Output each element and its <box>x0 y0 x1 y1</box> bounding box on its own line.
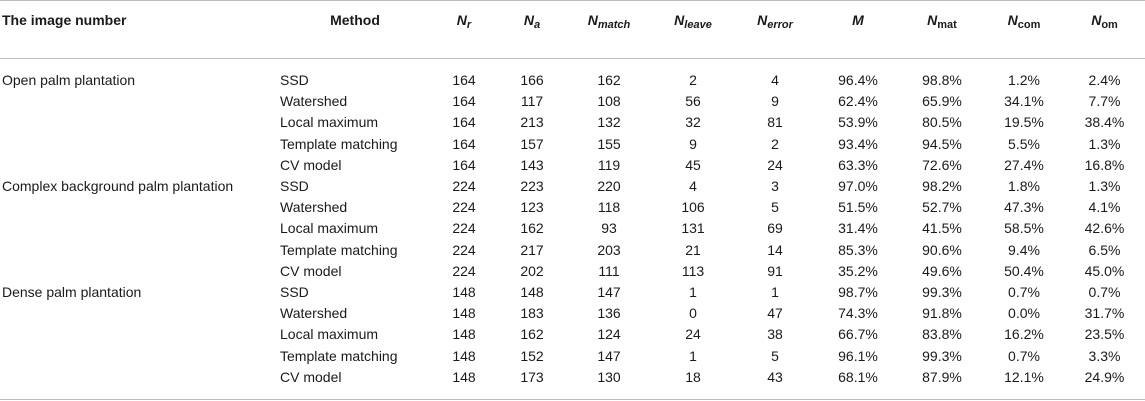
nmat-cell: 94.5% <box>922 135 962 152</box>
na-cell: 157 <box>520 135 544 152</box>
na-cell: 213 <box>520 114 544 131</box>
m-cell: 53.9% <box>838 114 878 131</box>
nerror-cell: 43 <box>767 368 783 385</box>
nom-cell: 6.5% <box>1088 241 1121 258</box>
nmat-cell: 52.7% <box>922 199 962 216</box>
table-row <box>0 134 1145 155</box>
table-row <box>0 176 1145 197</box>
method-cell: Local maximum <box>280 114 379 131</box>
nleave-cell: 18 <box>685 368 701 385</box>
nmatch-cell: 132 <box>597 114 621 131</box>
table-row <box>0 324 1145 345</box>
nr-cell: 224 <box>452 262 476 279</box>
nleave-cell: 1 <box>689 283 697 300</box>
header-nr: $N_r$ <box>456 12 472 31</box>
m-cell: 98.7% <box>838 283 878 300</box>
nom-cell: 42.6% <box>1084 220 1125 237</box>
header-nleave: $N_{leave}$ <box>674 12 712 31</box>
ncom-cell: 1.2% <box>1008 72 1040 89</box>
m-cell: 51.5% <box>838 199 878 216</box>
ncom-cell: 5.5% <box>1008 135 1040 152</box>
table-row <box>0 218 1145 239</box>
nr-cell: 224 <box>452 178 476 195</box>
header-ncom: $N_{com}$ <box>1007 12 1041 31</box>
method-cell: Template matching <box>280 135 398 152</box>
ncom-cell: 0.7% <box>1008 283 1040 300</box>
m-cell: 66.7% <box>838 326 878 343</box>
ncom-cell: 19.5% <box>1004 114 1044 131</box>
nmat-cell: 98.8% <box>922 72 962 89</box>
nmat-cell: 99.3% <box>922 347 962 364</box>
na-cell: 152 <box>520 347 544 364</box>
m-cell: 96.4% <box>838 72 878 89</box>
table-body <box>0 68 1145 388</box>
m-cell: 62.4% <box>838 93 878 110</box>
table-row <box>0 303 1145 324</box>
nleave-cell: 56 <box>685 93 701 110</box>
table-row <box>0 345 1145 366</box>
ncom-cell: 0.7% <box>1008 347 1040 364</box>
image-number-cell <box>0 155 280 176</box>
nr-cell: 164 <box>452 114 476 131</box>
nom-cell: 45.0% <box>1084 262 1125 279</box>
ncom-cell: 34.1% <box>1004 93 1044 110</box>
nom-cell: 4.1% <box>1088 199 1121 216</box>
nmat-cell: 49.6% <box>922 262 962 279</box>
nmatch-cell: 162 <box>597 72 621 89</box>
ncom-cell: 16.2% <box>1004 326 1044 343</box>
nmat-cell: 41.5% <box>922 220 962 237</box>
nr-cell: 224 <box>452 199 476 216</box>
nerror-cell: 47 <box>767 305 783 322</box>
nleave-cell: 45 <box>685 156 701 173</box>
image-number-cell <box>0 303 280 324</box>
nerror-cell: 4 <box>771 72 779 89</box>
nmat-cell: 99.3% <box>922 283 962 300</box>
nom-cell: 1.3% <box>1088 135 1121 152</box>
nmatch-cell: 220 <box>597 178 621 195</box>
header-row <box>0 0 1145 68</box>
method-cell: SSD <box>280 72 309 89</box>
nleave-cell: 9 <box>689 135 697 152</box>
table-row <box>0 367 1145 388</box>
nerror-cell: 81 <box>767 114 783 131</box>
nr-cell: 148 <box>452 283 476 300</box>
method-cell: CV model <box>280 156 342 173</box>
nmat-cell: 65.9% <box>922 93 962 110</box>
nerror-cell: 69 <box>767 220 783 237</box>
nom-cell: 38.4% <box>1084 114 1125 131</box>
nerror-cell: 24 <box>767 156 783 173</box>
nmat-cell: 72.6% <box>922 156 962 173</box>
nr-cell: 164 <box>452 156 476 173</box>
m-cell: 93.4% <box>838 135 878 152</box>
nleave-cell: 4 <box>689 178 697 195</box>
nerror-cell: 9 <box>771 93 779 110</box>
ncom-cell: 50.4% <box>1004 262 1044 279</box>
nmatch-cell: 118 <box>597 199 621 216</box>
nerror-cell: 38 <box>767 326 783 343</box>
nr-cell: 164 <box>452 93 476 110</box>
nom-cell: 2.4% <box>1088 72 1121 89</box>
nmat-cell: 83.8% <box>922 326 962 343</box>
na-cell: 173 <box>520 368 544 385</box>
nerror-cell: 2 <box>771 135 779 152</box>
na-cell: 148 <box>520 283 544 300</box>
nr-cell: 148 <box>452 305 476 322</box>
na-cell: 117 <box>520 93 544 110</box>
nmatch-cell: 136 <box>597 305 621 322</box>
nom-cell: 23.5% <box>1084 326 1125 343</box>
header-nerror: $N_{error}$ <box>757 12 793 31</box>
m-cell: 97.0% <box>838 178 878 195</box>
nleave-cell: 21 <box>685 241 701 258</box>
na-cell: 183 <box>520 305 544 322</box>
method-cell: CV model <box>280 368 342 385</box>
nr-cell: 148 <box>452 347 476 364</box>
header-na: $N_a$ <box>523 12 541 31</box>
nerror-cell: 14 <box>767 241 783 258</box>
image-number-cell: Open palm plantation <box>2 72 136 89</box>
header-image-number: The image number <box>2 12 127 28</box>
method-cell: Watershed <box>280 305 348 322</box>
nmatch-cell: 155 <box>597 135 621 152</box>
method-cell: Watershed <box>280 199 348 216</box>
image-number-cell <box>0 240 280 261</box>
nmatch-cell: 119 <box>597 156 621 173</box>
table-row <box>0 282 1145 303</box>
method-cell: SSD <box>280 178 309 195</box>
table-row <box>0 197 1145 218</box>
method-cell: Local maximum <box>280 220 379 237</box>
image-number-cell <box>0 91 280 112</box>
image-number-cell <box>0 261 280 282</box>
method-cell: SSD <box>280 283 309 300</box>
nmatch-cell: 147 <box>597 347 621 364</box>
image-number-cell <box>0 218 280 239</box>
nr-cell: 164 <box>452 135 476 152</box>
image-number-cell: Complex background palm plantation <box>2 178 234 195</box>
nmat-cell: 98.2% <box>922 178 962 195</box>
nr-cell: 148 <box>452 368 476 385</box>
nmatch-cell: 130 <box>597 368 621 385</box>
nr-cell: 148 <box>452 326 476 343</box>
nom-cell: 3.3% <box>1088 347 1121 364</box>
nom-cell: 0.7% <box>1088 283 1121 300</box>
nmat-cell: 87.9% <box>922 368 962 385</box>
image-number-cell: Dense palm plantation <box>2 283 142 300</box>
table-row <box>0 155 1145 176</box>
nerror-cell: 5 <box>771 199 779 216</box>
table-row <box>0 240 1145 261</box>
method-cell: CV model <box>280 262 342 279</box>
header-nom: $N_{om}$ <box>1091 12 1118 31</box>
m-cell: 31.4% <box>838 220 878 237</box>
nleave-cell: 0 <box>689 305 697 322</box>
nerror-cell: 1 <box>771 283 779 300</box>
nr-cell: 224 <box>452 241 476 258</box>
nr-cell: 224 <box>452 220 476 237</box>
table-row <box>0 112 1145 133</box>
na-cell: 123 <box>520 199 544 216</box>
nmat-cell: 80.5% <box>922 114 962 131</box>
na-cell: 223 <box>520 178 544 195</box>
nom-cell: 24.9% <box>1084 368 1125 385</box>
na-cell: 162 <box>520 220 544 237</box>
nmatch-cell: 93 <box>601 220 617 237</box>
m-cell: 74.3% <box>838 305 878 322</box>
image-number-cell <box>0 367 280 388</box>
ncom-cell: 47.3% <box>1004 199 1044 216</box>
bottom-rule <box>0 399 1145 400</box>
nleave-cell: 2 <box>689 72 697 89</box>
nerror-cell: 3 <box>771 178 779 195</box>
image-number-cell <box>0 324 280 345</box>
nleave-cell: 131 <box>681 220 705 237</box>
na-cell: 166 <box>520 72 544 89</box>
nleave-cell: 32 <box>685 114 701 131</box>
ncom-cell: 0.0% <box>1008 305 1040 322</box>
image-number-cell <box>0 134 280 155</box>
na-cell: 162 <box>520 326 544 343</box>
nleave-cell: 113 <box>681 262 705 279</box>
nmatch-cell: 108 <box>597 93 621 110</box>
nleave-cell: 1 <box>689 347 697 364</box>
nom-cell: 7.7% <box>1088 93 1121 110</box>
m-cell: 35.2% <box>838 262 878 279</box>
nom-cell: 31.7% <box>1084 305 1125 322</box>
header-nmatch: $N_{match}$ <box>587 12 631 31</box>
m-cell: 85.3% <box>838 241 878 258</box>
nom-cell: 1.3% <box>1088 178 1121 195</box>
nleave-cell: 24 <box>685 326 701 343</box>
nmat-cell: 91.8% <box>922 305 962 322</box>
nr-cell: 164 <box>452 72 476 89</box>
table-row <box>0 68 1145 91</box>
table-row <box>0 261 1145 282</box>
ncom-cell: 27.4% <box>1004 156 1044 173</box>
method-cell: Template matching <box>280 241 398 258</box>
nmatch-cell: 124 <box>597 326 621 343</box>
header-m: M <box>852 12 864 28</box>
ncom-cell: 58.5% <box>1004 220 1044 237</box>
method-cell: Watershed <box>280 93 348 110</box>
method-cell: Local maximum <box>280 326 379 343</box>
nmatch-cell: 111 <box>598 262 620 279</box>
image-number-cell <box>0 345 280 366</box>
table-row <box>0 91 1145 112</box>
ncom-cell: 9.4% <box>1008 241 1040 258</box>
na-cell: 202 <box>520 262 544 279</box>
method-cell: Template matching <box>280 347 398 364</box>
ncom-cell: 1.8% <box>1008 178 1040 195</box>
image-number-cell <box>0 112 280 133</box>
nom-cell: 16.8% <box>1084 156 1125 173</box>
na-cell: 217 <box>520 241 544 258</box>
nerror-cell: 5 <box>771 347 779 364</box>
m-cell: 63.3% <box>838 156 878 173</box>
nleave-cell: 106 <box>681 199 705 216</box>
m-cell: 68.1% <box>838 368 878 385</box>
header-nmat: $N_{mat}$ <box>927 12 957 31</box>
ncom-cell: 12.1% <box>1004 368 1044 385</box>
image-number-cell <box>0 197 280 218</box>
nmatch-cell: 203 <box>597 241 621 258</box>
nmatch-cell: 147 <box>597 283 621 300</box>
m-cell: 96.1% <box>838 347 878 364</box>
na-cell: 143 <box>520 156 544 173</box>
nerror-cell: 91 <box>767 262 783 279</box>
nmat-cell: 90.6% <box>922 241 962 258</box>
header-method: Method <box>330 12 380 28</box>
